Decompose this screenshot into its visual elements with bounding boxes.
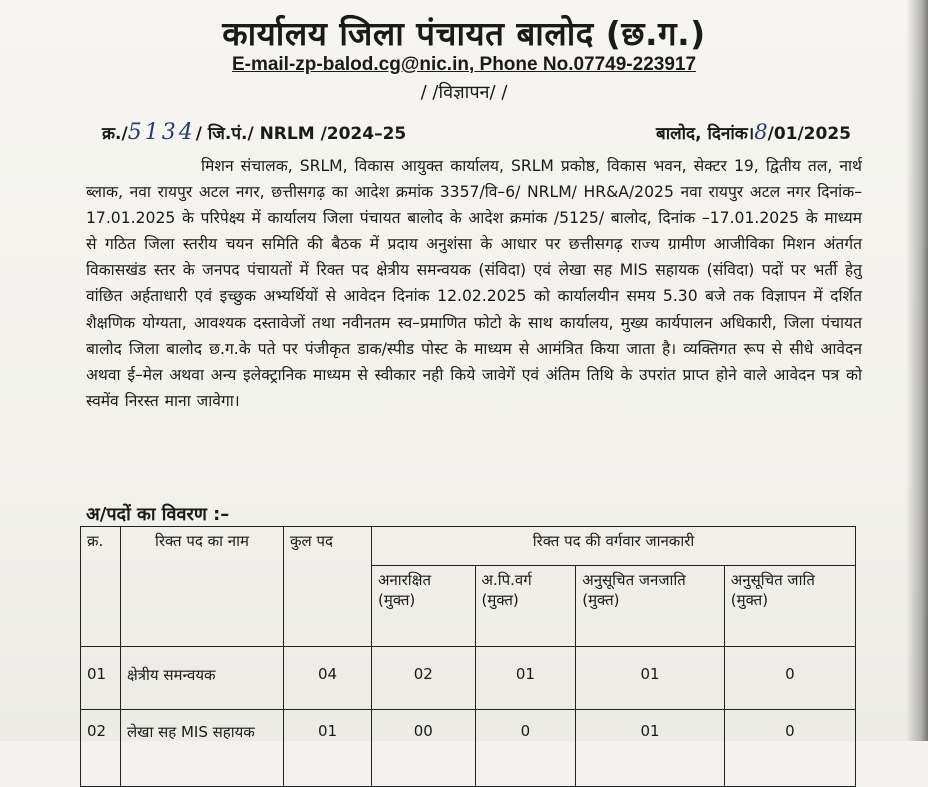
cell-st: 01: [576, 647, 725, 710]
header-obc: अ.पि.वर्ग (मुक्त): [475, 566, 576, 647]
page-edge-shadow: [906, 0, 928, 741]
cell-st: 01: [576, 710, 725, 787]
header-serial: क्र.: [81, 527, 121, 647]
header-post-name: रिक्त पद का नाम: [121, 527, 284, 647]
table-row: [81, 647, 856, 710]
posts-table: [80, 526, 856, 787]
reference-prefix: क्र./: [102, 124, 128, 144]
date-prefix: बालोद, दिनांक।: [656, 124, 755, 144]
table-row: [81, 710, 856, 787]
cell-sc: 0: [724, 647, 855, 710]
date-handwritten-day: 8: [754, 120, 768, 144]
cell-total: 01: [284, 710, 372, 787]
office-title: कार्यालय जिला पंचायत बालोद (छ.ग.): [222, 14, 706, 53]
section-heading: अ/पदों का विवरण :–: [86, 504, 230, 525]
cell-post-name: लेखा सह MIS सहायक: [121, 710, 284, 787]
cell-serial: 02: [81, 710, 121, 787]
cell-sc: 0: [724, 710, 855, 787]
header-st: अनुसूचित जनजाति (मुक्त): [576, 566, 725, 647]
cell-post-name: क्षेत्रीय समन्वयक: [121, 647, 284, 710]
advertisement-label: / /विज्ञापन/ /: [420, 82, 508, 103]
cell-unreserved: 00: [372, 710, 476, 787]
cell-unreserved: 02: [372, 647, 476, 710]
cell-obc: 0: [475, 710, 576, 787]
cell-obc: 01: [475, 647, 576, 710]
cell-serial: 01: [81, 647, 121, 710]
header-total: कुल पद: [284, 527, 372, 647]
date-rest: /01/2025: [767, 124, 851, 144]
header-unreserved: अनारक्षित (मुक्त): [372, 566, 476, 647]
header-category-group: रिक्त पद की वर्गवार जानकारी: [372, 527, 856, 566]
reference-handwritten-number: 5134: [127, 120, 196, 145]
cell-total: 04: [284, 647, 372, 710]
contact-line: E-mail-zp-balod.cg@nic.in, Phone No.07749-223917: [231, 54, 697, 75]
reference-number: [102, 120, 406, 145]
table-header-row: [81, 527, 856, 566]
header-sc: अनुसूचित जाति (मुक्त): [724, 566, 855, 647]
notice-paragraph: मिशन संचालक, SRLM, विकास आयुक्त कार्यालय, SRLM प्रकोष्ठ, विकास भवन, सेक्टर 19, द्वितीय तल, नार्थ ब्लाक, नवा रायपुर अटल नगर, छत्तीसगढ़ का आदेश क्रमांक 3357/वि–6/ NRLM/ HR&A/2025 नवा रायपुर अटल नगर दिनांक–17.01.2025 के परिपेक्ष्य में कार्यालय जिला पंचायत बालोद के आदेश क्रमांक /5125/ बालोद, दिनांक –17.01.2025 के माध्यम से गठित जिला स्तरीय चयन समिति की बैठक में प्रदाय अनुशंसा के आधार पर छत्तीसगढ़ राज्य ग्रामीण आजीविका मिशन अंतर्गत विकासखंड स्तर के जनपद पंचायतों में रिक्त पद क्षेत्रीय समन्वयक (संविदा) एवं लेखा सह MIS सहायक (संविदा) पदों पर भर्ती हेतु वांछित अर्हताधारी एवं इच्छुक अभ्यर्थियों से आवेदन दिनांक 12.02.2025 को कार्यालयीन समय 5.30 बजे तक विज्ञापन में दर्शित शैक्षणिक योग्यता, आवश्यक दस्तावेजों तथा नवीनतम स्व–प्रमाणित फोटो के साथ कार्यालय, मुख्य कार्यपालन अधिकारी, जिला पंचायत बालोद जिला बालोद छ.ग.के पते पर पंजीकृत डाक/स्पीड पोस्ट के माध्यम से आमंत्रित किया जाता है। व्यक्तिगत रूप से सीधे आवेदन अथवा ई–मेल अथवा अन्य इलेक्ट्रानिक माध्यम से स्वीकार नही किये जावेगें एवं अंतिम तिथि के उपरांत प्राप्त होने वाले आवेदन पत्र को स्वमेंव निरस्त माना जावेगा।: [86, 157, 862, 410]
reference-rest: / जि.पं./ NRLM /2024–25: [195, 124, 407, 144]
reference-date: [656, 120, 851, 144]
